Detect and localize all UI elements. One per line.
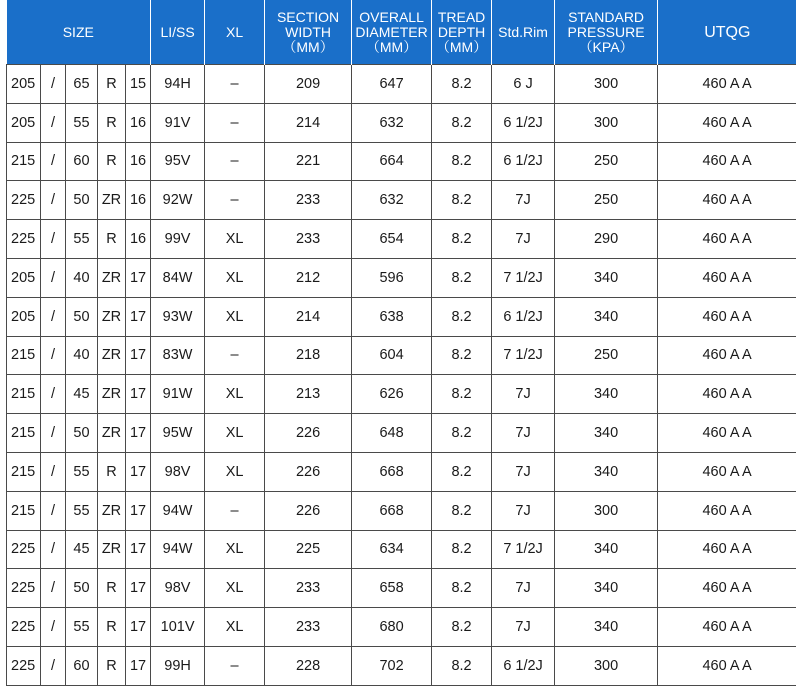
utqg-cell: 460 A A — [658, 336, 796, 375]
li-ss-cell: 98V — [151, 569, 205, 608]
xl-cell: XL — [205, 258, 265, 297]
construction-cell: ZR — [98, 297, 126, 336]
std-rim-cell: 6 1/2J — [492, 646, 555, 685]
slash-cell: / — [41, 375, 66, 414]
overall-diameter-cell: 680 — [352, 608, 432, 647]
overall-diameter-cell: 648 — [352, 414, 432, 453]
table-row — [7, 646, 796, 685]
width-cell: 225 — [7, 646, 41, 685]
rim-diameter-cell: 17 — [126, 569, 151, 608]
width-cell: 205 — [7, 258, 41, 297]
utqg-cell: 460 A A — [658, 103, 796, 142]
std-rim-cell: 7J — [492, 569, 555, 608]
pressure-cell: 300 — [555, 65, 658, 104]
tread-depth-cell: 8.2 — [432, 491, 492, 530]
header-tread-depth-unit: （MM） — [432, 40, 491, 55]
table-row — [7, 181, 796, 220]
xl-cell: – — [205, 142, 265, 181]
tire-spec-table — [6, 0, 796, 686]
construction-cell: R — [98, 65, 126, 104]
construction-cell: R — [98, 608, 126, 647]
section-width-cell: 209 — [265, 65, 352, 104]
overall-diameter-cell: 638 — [352, 297, 432, 336]
aspect-cell: 55 — [66, 220, 98, 259]
width-cell: 205 — [7, 103, 41, 142]
li-ss-cell: 84W — [151, 258, 205, 297]
tread-depth-cell: 8.2 — [432, 646, 492, 685]
header-size: SIZE — [7, 0, 151, 65]
pressure-cell: 340 — [555, 530, 658, 569]
construction-cell: ZR — [98, 375, 126, 414]
utqg-cell: 460 A A — [658, 608, 796, 647]
table-row — [7, 336, 796, 375]
std-rim-cell: 6 1/2J — [492, 297, 555, 336]
std-rim-cell: 7J — [492, 608, 555, 647]
rim-diameter-cell: 16 — [126, 103, 151, 142]
li-ss-cell: 101V — [151, 608, 205, 647]
construction-cell: R — [98, 646, 126, 685]
aspect-cell: 50 — [66, 297, 98, 336]
table-row — [7, 491, 796, 530]
section-width-cell: 214 — [265, 297, 352, 336]
overall-diameter-cell: 664 — [352, 142, 432, 181]
overall-diameter-cell: 668 — [352, 491, 432, 530]
overall-diameter-cell: 702 — [352, 646, 432, 685]
section-width-cell: 226 — [265, 491, 352, 530]
pressure-cell: 300 — [555, 646, 658, 685]
utqg-cell: 460 A A — [658, 646, 796, 685]
std-rim-cell: 7 1/2J — [492, 530, 555, 569]
slash-cell: / — [41, 181, 66, 220]
pressure-cell: 340 — [555, 569, 658, 608]
li-ss-cell: 91V — [151, 103, 205, 142]
xl-cell: – — [205, 491, 265, 530]
header-section-width — [265, 0, 352, 65]
table-row — [7, 530, 796, 569]
aspect-cell: 50 — [66, 569, 98, 608]
header-standard-pressure-unit: （KPA） — [555, 40, 657, 55]
utqg-cell: 460 A A — [658, 297, 796, 336]
pressure-cell: 290 — [555, 220, 658, 259]
pressure-cell: 340 — [555, 258, 658, 297]
construction-cell: ZR — [98, 530, 126, 569]
construction-cell: ZR — [98, 414, 126, 453]
width-cell: 215 — [7, 452, 41, 491]
aspect-cell: 55 — [66, 103, 98, 142]
construction-cell: ZR — [98, 258, 126, 297]
section-width-cell: 226 — [265, 414, 352, 453]
table-row — [7, 258, 796, 297]
header-standard-pressure-line: PRESSURE — [555, 25, 657, 40]
utqg-cell: 460 A A — [658, 530, 796, 569]
utqg-cell: 460 A A — [658, 414, 796, 453]
li-ss-cell: 99H — [151, 646, 205, 685]
table-row — [7, 297, 796, 336]
section-width-cell: 218 — [265, 336, 352, 375]
table-row — [7, 375, 796, 414]
aspect-cell: 45 — [66, 375, 98, 414]
tread-depth-cell: 8.2 — [432, 103, 492, 142]
overall-diameter-cell: 647 — [352, 65, 432, 104]
aspect-cell: 50 — [66, 181, 98, 220]
tread-depth-cell: 8.2 — [432, 414, 492, 453]
width-cell: 225 — [7, 220, 41, 259]
overall-diameter-cell: 658 — [352, 569, 432, 608]
tread-depth-cell: 8.2 — [432, 65, 492, 104]
rim-diameter-cell: 17 — [126, 646, 151, 685]
slash-cell: / — [41, 103, 66, 142]
slash-cell: / — [41, 297, 66, 336]
xl-cell: XL — [205, 569, 265, 608]
table-body — [7, 65, 796, 686]
rim-diameter-cell: 15 — [126, 65, 151, 104]
li-ss-cell: 91W — [151, 375, 205, 414]
table-row — [7, 103, 796, 142]
std-rim-cell: 7J — [492, 452, 555, 491]
section-width-cell: 233 — [265, 569, 352, 608]
width-cell: 225 — [7, 181, 41, 220]
slash-cell: / — [41, 608, 66, 647]
table-row — [7, 452, 796, 491]
width-cell: 225 — [7, 608, 41, 647]
construction-cell: R — [98, 569, 126, 608]
section-width-cell: 212 — [265, 258, 352, 297]
tread-depth-cell: 8.2 — [432, 375, 492, 414]
construction-cell: R — [98, 142, 126, 181]
width-cell: 215 — [7, 336, 41, 375]
width-cell: 225 — [7, 530, 41, 569]
pressure-cell: 300 — [555, 491, 658, 530]
utqg-cell: 460 A A — [658, 220, 796, 259]
xl-cell: XL — [205, 608, 265, 647]
width-cell: 225 — [7, 569, 41, 608]
header-xl: XL — [205, 0, 265, 65]
utqg-cell: 460 A A — [658, 375, 796, 414]
aspect-cell: 60 — [66, 142, 98, 181]
li-ss-cell: 93W — [151, 297, 205, 336]
overall-diameter-cell: 668 — [352, 452, 432, 491]
tread-depth-cell: 8.2 — [432, 220, 492, 259]
li-ss-cell: 95W — [151, 414, 205, 453]
std-rim-cell: 7 1/2J — [492, 336, 555, 375]
xl-cell: XL — [205, 297, 265, 336]
rim-diameter-cell: 16 — [126, 220, 151, 259]
li-ss-cell: 92W — [151, 181, 205, 220]
slash-cell: / — [41, 142, 66, 181]
rim-diameter-cell: 17 — [126, 491, 151, 530]
xl-cell: – — [205, 336, 265, 375]
utqg-cell: 460 A A — [658, 258, 796, 297]
xl-cell: XL — [205, 220, 265, 259]
slash-cell: / — [41, 646, 66, 685]
slash-cell: / — [41, 65, 66, 104]
aspect-cell: 45 — [66, 530, 98, 569]
table-row — [7, 569, 796, 608]
std-rim-cell: 7J — [492, 181, 555, 220]
li-ss-cell: 94W — [151, 491, 205, 530]
tread-depth-cell: 8.2 — [432, 608, 492, 647]
overall-diameter-cell: 626 — [352, 375, 432, 414]
tread-depth-cell: 8.2 — [432, 258, 492, 297]
li-ss-cell: 94W — [151, 530, 205, 569]
slash-cell: / — [41, 220, 66, 259]
slash-cell: / — [41, 414, 66, 453]
rim-diameter-cell: 17 — [126, 414, 151, 453]
pressure-cell: 340 — [555, 297, 658, 336]
section-width-cell: 226 — [265, 452, 352, 491]
section-width-cell: 233 — [265, 608, 352, 647]
xl-cell: – — [205, 181, 265, 220]
rim-diameter-cell: 17 — [126, 375, 151, 414]
std-rim-cell: 7 1/2J — [492, 258, 555, 297]
utqg-cell: 460 A A — [658, 181, 796, 220]
utqg-cell: 460 A A — [658, 65, 796, 104]
li-ss-cell: 94H — [151, 65, 205, 104]
header-li-ss: LI/SS — [151, 0, 205, 65]
slash-cell: / — [41, 491, 66, 530]
table-row — [7, 65, 796, 104]
section-width-cell: 233 — [265, 220, 352, 259]
aspect-cell: 65 — [66, 65, 98, 104]
construction-cell: R — [98, 220, 126, 259]
xl-cell: XL — [205, 530, 265, 569]
li-ss-cell: 95V — [151, 142, 205, 181]
header-overall-diameter-line: DIAMETER — [352, 25, 431, 40]
tread-depth-cell: 8.2 — [432, 452, 492, 491]
utqg-cell: 460 A A — [658, 491, 796, 530]
tread-depth-cell: 8.2 — [432, 181, 492, 220]
xl-cell: – — [205, 65, 265, 104]
construction-cell: ZR — [98, 336, 126, 375]
pressure-cell: 250 — [555, 181, 658, 220]
xl-cell: XL — [205, 375, 265, 414]
aspect-cell: 60 — [66, 646, 98, 685]
overall-diameter-cell: 654 — [352, 220, 432, 259]
rim-diameter-cell: 17 — [126, 452, 151, 491]
header-tread-depth-line: TREAD — [432, 10, 491, 25]
tread-depth-cell: 8.2 — [432, 569, 492, 608]
pressure-cell: 340 — [555, 452, 658, 491]
std-rim-cell: 6 1/2J — [492, 142, 555, 181]
overall-diameter-cell: 634 — [352, 530, 432, 569]
std-rim-cell: 7J — [492, 491, 555, 530]
std-rim-cell: 7J — [492, 375, 555, 414]
li-ss-cell: 99V — [151, 220, 205, 259]
rim-diameter-cell: 16 — [126, 181, 151, 220]
utqg-cell: 460 A A — [658, 569, 796, 608]
aspect-cell: 55 — [66, 452, 98, 491]
slash-cell: / — [41, 336, 66, 375]
table-row — [7, 142, 796, 181]
width-cell: 215 — [7, 375, 41, 414]
section-width-cell: 225 — [265, 530, 352, 569]
pressure-cell: 340 — [555, 608, 658, 647]
xl-cell: – — [205, 646, 265, 685]
header-tread-depth-line: DEPTH — [432, 25, 491, 40]
xl-cell: – — [205, 103, 265, 142]
rim-diameter-cell: 17 — [126, 297, 151, 336]
rim-diameter-cell: 16 — [126, 142, 151, 181]
header-section-width-line: WIDTH — [265, 25, 351, 40]
section-width-cell: 213 — [265, 375, 352, 414]
header-tread-depth — [432, 0, 492, 65]
aspect-cell: 40 — [66, 258, 98, 297]
construction-cell: ZR — [98, 491, 126, 530]
construction-cell: R — [98, 452, 126, 491]
slash-cell: / — [41, 258, 66, 297]
rim-diameter-cell: 17 — [126, 258, 151, 297]
std-rim-cell: 6 1/2J — [492, 103, 555, 142]
header-standard-pressure — [555, 0, 658, 65]
section-width-cell: 233 — [265, 181, 352, 220]
header-std-rim: Std.Rim — [492, 0, 555, 65]
header-section-width-unit: （MM） — [265, 40, 351, 55]
width-cell: 215 — [7, 142, 41, 181]
rim-diameter-cell: 17 — [126, 608, 151, 647]
pressure-cell: 340 — [555, 414, 658, 453]
tread-depth-cell: 8.2 — [432, 297, 492, 336]
tread-depth-cell: 8.2 — [432, 142, 492, 181]
header-utqg: UTQG — [658, 0, 796, 65]
section-width-cell: 228 — [265, 646, 352, 685]
table-row — [7, 220, 796, 259]
std-rim-cell: 7J — [492, 414, 555, 453]
table-row — [7, 414, 796, 453]
width-cell: 205 — [7, 65, 41, 104]
pressure-cell: 340 — [555, 375, 658, 414]
rim-diameter-cell: 17 — [126, 530, 151, 569]
aspect-cell: 40 — [66, 336, 98, 375]
std-rim-cell: 7J — [492, 220, 555, 259]
aspect-cell: 55 — [66, 608, 98, 647]
pressure-cell: 250 — [555, 336, 658, 375]
xl-cell: XL — [205, 452, 265, 491]
header-standard-pressure-line: STANDARD — [555, 10, 657, 25]
utqg-cell: 460 A A — [658, 142, 796, 181]
header-overall-diameter — [352, 0, 432, 65]
table-row — [7, 608, 796, 647]
header-overall-diameter-unit: （MM） — [352, 40, 431, 55]
tread-depth-cell: 8.2 — [432, 530, 492, 569]
utqg-cell: 460 A A — [658, 452, 796, 491]
slash-cell: / — [41, 569, 66, 608]
header-overall-diameter-line: OVERALL — [352, 10, 431, 25]
overall-diameter-cell: 632 — [352, 181, 432, 220]
aspect-cell: 50 — [66, 414, 98, 453]
overall-diameter-cell: 596 — [352, 258, 432, 297]
overall-diameter-cell: 632 — [352, 103, 432, 142]
tread-depth-cell: 8.2 — [432, 336, 492, 375]
section-width-cell: 214 — [265, 103, 352, 142]
width-cell: 215 — [7, 491, 41, 530]
header-section-width-line: SECTION — [265, 10, 351, 25]
construction-cell: R — [98, 103, 126, 142]
xl-cell: XL — [205, 414, 265, 453]
width-cell: 205 — [7, 297, 41, 336]
aspect-cell: 55 — [66, 491, 98, 530]
rim-diameter-cell: 17 — [126, 336, 151, 375]
li-ss-cell: 98V — [151, 452, 205, 491]
table-header — [7, 0, 796, 65]
std-rim-cell: 6 J — [492, 65, 555, 104]
li-ss-cell: 83W — [151, 336, 205, 375]
slash-cell: / — [41, 530, 66, 569]
pressure-cell: 300 — [555, 103, 658, 142]
pressure-cell: 250 — [555, 142, 658, 181]
width-cell: 215 — [7, 414, 41, 453]
construction-cell: ZR — [98, 181, 126, 220]
section-width-cell: 221 — [265, 142, 352, 181]
overall-diameter-cell: 604 — [352, 336, 432, 375]
slash-cell: / — [41, 452, 66, 491]
